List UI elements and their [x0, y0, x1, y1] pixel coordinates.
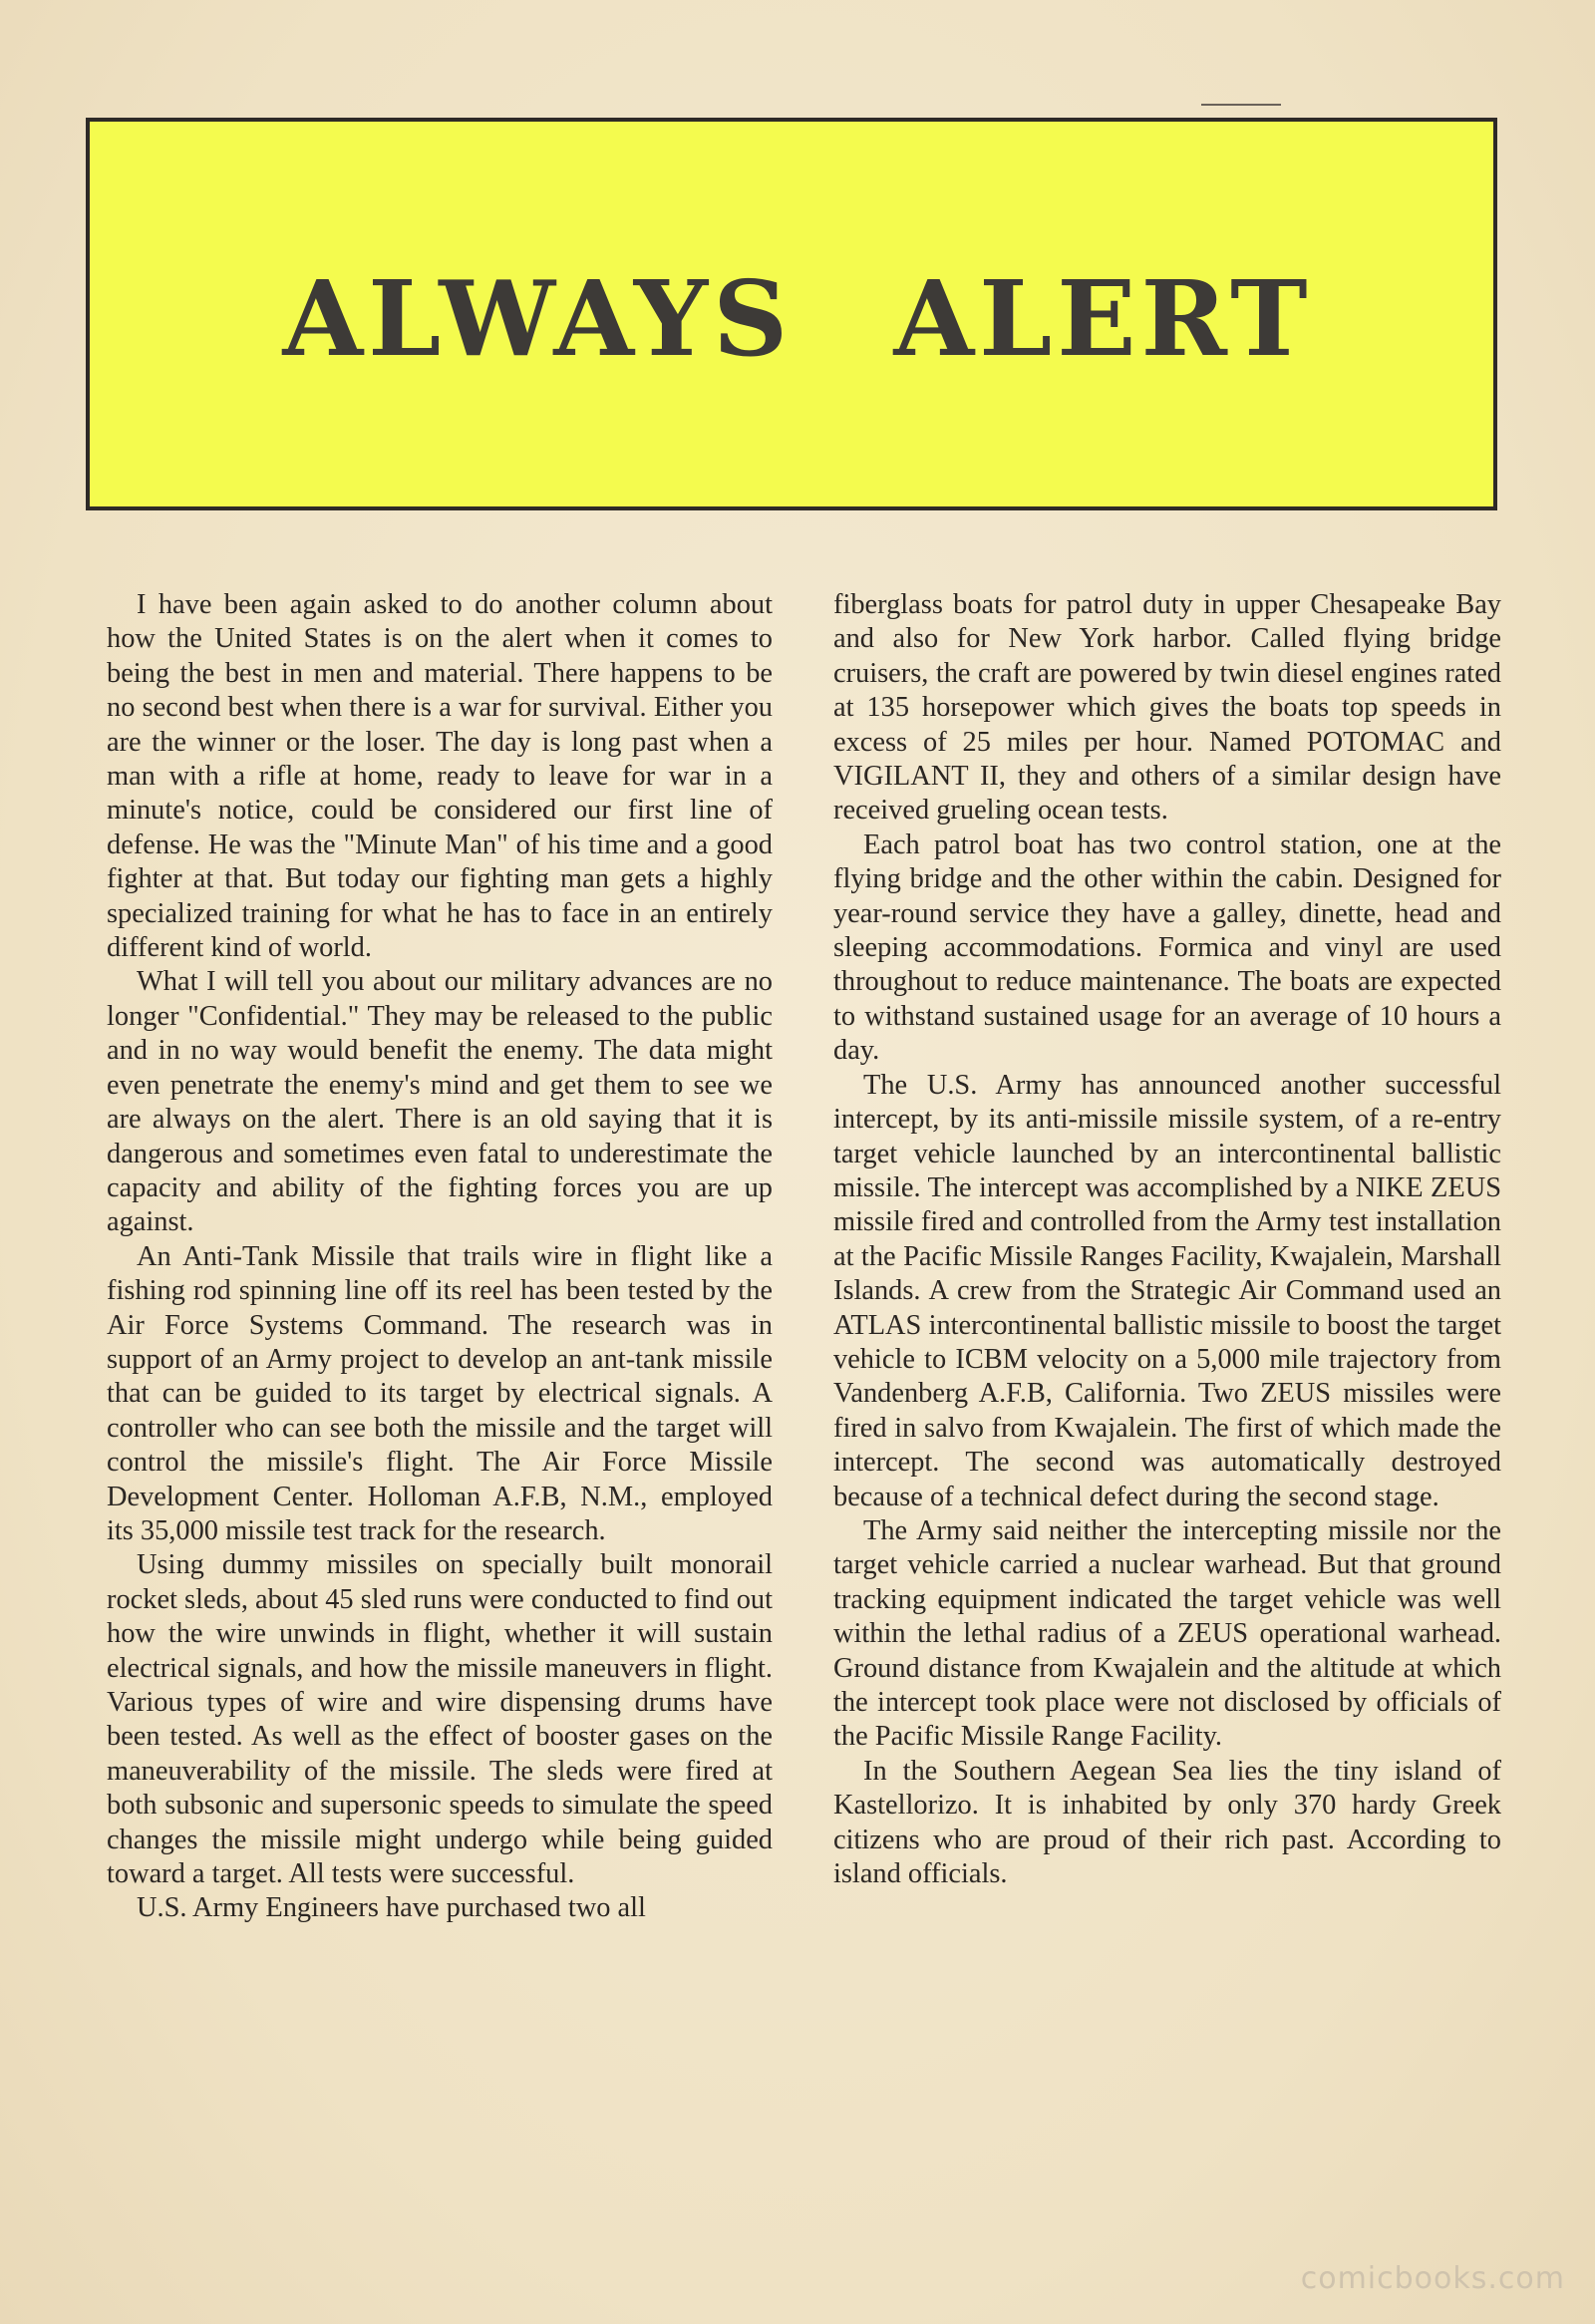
paragraph: Using dummy missiles on specially built monorail rocket sleds, about 45 sled runs were conducted to find out how the wire unwinds in flight, whether it will sustain electrical signals, and how the missile maneuvers in flight. Various types of wire and wire dispensing drums have been tested. As well as the effect of booster gases on the maneuverability of the missile. The sleds were fired at both subsonic and supersonic speeds to simulate the speed changes the missile might undergo while being guided toward a target. All tests were successful.	[107, 1549, 773, 1890]
paragraph: Each patrol boat has two control station, one at the flying bridge and the other within the cabin. Designed for year-round service they have a galley, dinette, head and sleeping accommodations. Formica and vinyl are used throughout to reduce maintenance. The boats are expected to withstand sustained usage for an average of 10 hours a day.	[833, 829, 1501, 1067]
paragraph: In the Southern Aegean Sea lies the tiny island of Kastellorizo. It is inhabited by only 370 hardy Greek citizens who are proud of their rich past. According to island officials.	[833, 1755, 1501, 1890]
left-column	[107, 588, 773, 1926]
paragraph: What I will tell you about our military advances are no longer "Confidential." They may be released to the public and in no way would benefit the enemy. The data might even penetrate the enemy's mind and get them to see we are always on the alert. There is an old saying that it is dangerous and sometimes even fatal to underestimate the capacity and ability of the fighting forces you are up against.	[107, 966, 773, 1238]
watermark: comicbooks.com	[1300, 2261, 1565, 2296]
paragraph: The U.S. Army has announced another successful intercept, by its anti-missile missile system, of a re-entry target vehicle launched by an intercontinental ballistic missile. The intercept was accomplished by a NIKE ZEUS missile fired and controlled from the Army test installation at the Pacific Missile Ranges Facility, Kwajalein, Marshall Islands. A crew from the Strategic Air Command used an ATLAS intercontinental ballistic missile to boost the target vehicle to ICBM velocity on a 5,000 mile trajectory from Vandenberg A.F.B, California. Two ZEUS missiles were fired in salvo from Kwajalein. The first of which made the intercept. The second was automatically destroyed because of a technical defect during the second stage.	[833, 1069, 1501, 1512]
paragraph: I have been again asked to do another column about how the United States is on the alert when it comes to being the best in men and material. There happens to be no second best when there is a war for survival. Either you are the winner or the loser. The day is long past when a man with a rifle at home, ready to leave for war in a minute's notice, could be considered our first line of defense. He was the "Minute Man" of his time and a good fighter at that. But today our fighting man gets a highly specialized training for what he has to face in an entirely different kind of world.	[107, 589, 773, 964]
page-title: ALWAYS ALERT	[282, 257, 1313, 380]
paragraph: fiberglass boats for patrol duty in upper Chesapeake Bay and also for New York harbor. Called flying bridge cruisers, the craft are powered by twin diesel engines rated at 135 horsepower which gives the boats top speeds in excess of 25 miles per hour. Named POTOMAC and VIGILANT II, they and others of a similar design have received grueling ocean tests.	[833, 589, 1501, 827]
paragraph: An Anti-Tank Missile that trails wire in flight like a fishing rod spinning line off its reel has been tested by the Air Force Systems Command. The research was in support of an Army project to develop an ant-tank missile that can be guided to its target by electrical signals. A controller who can see both the missile and the target will control the missile's flight. The Air Force Missile Development Center. Holloman A.F.B, N.M., employed its 35,000 missile test track for the research.	[107, 1240, 773, 1546]
divider-rule	[1201, 104, 1281, 106]
paragraph: U.S. Army Engineers have purchased two all	[137, 1892, 646, 1924]
paragraph: The Army said neither the intercepting missile nor the target vehicle carried a nuclear warhead. But that ground tracking equipment indicated the target vehicle was well within the lethal radius of a ZEUS operational warhead. Ground distance from Kwajalein and the altitude at which the intercept took place were not disclosed by officials of the Pacific Missile Range Facility.	[833, 1514, 1501, 1753]
right-column	[833, 588, 1501, 1891]
